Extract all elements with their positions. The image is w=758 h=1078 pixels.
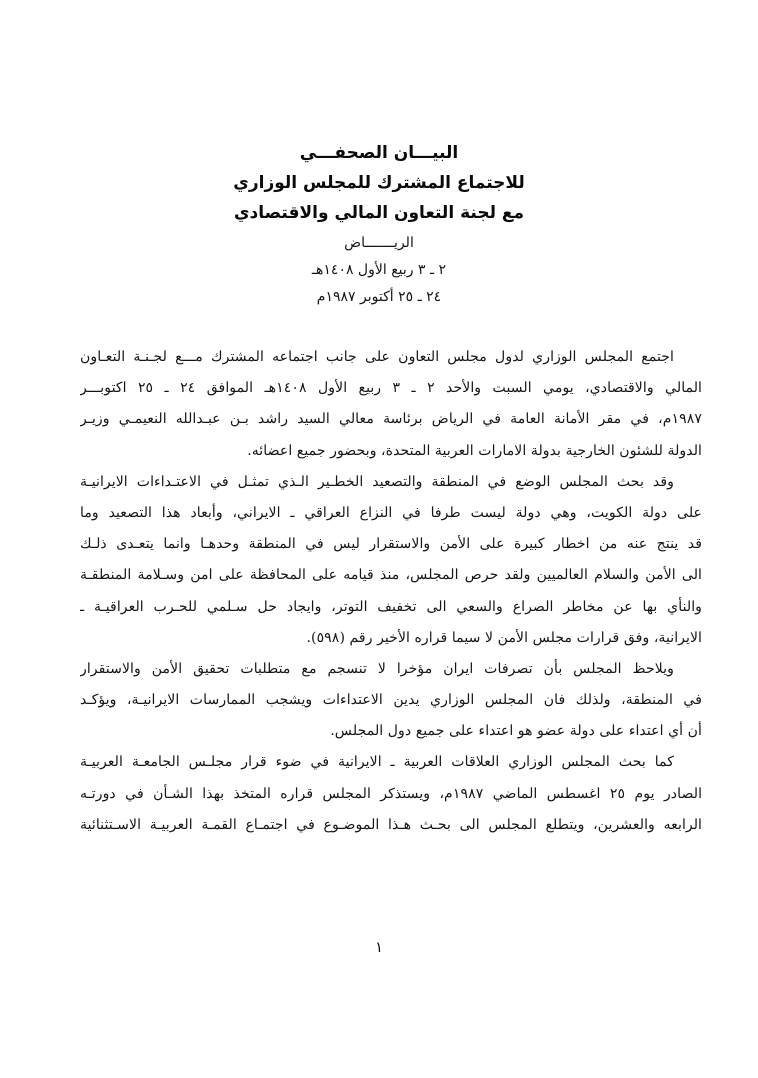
text-line: الى الأمن والسلام العالميين ولقد حرص المجلس، منذ قيامه على المحافظة على امن وسـلامة المنطقـة bbox=[80, 567, 702, 584]
title-line-press-statement: البيـــان الصحفـــي bbox=[299, 143, 459, 163]
paragraph-regional-situation bbox=[80, 467, 702, 654]
text-line: وقد بحث المجلس الوضع في المنطقة والتصعيد الخطـير الـذي تمثـل في الاعتـداءات الايرانيـة bbox=[80, 473, 674, 490]
location: الريـــــــاض bbox=[344, 235, 414, 251]
text-line: الدولة للشئون الخارجية بدولة الامارات العربية المتحدة، وبحضور جميع اعضائه. bbox=[247, 442, 702, 459]
paragraph-arab-iranian-relations bbox=[80, 747, 702, 841]
paragraph-iran-actions bbox=[80, 654, 702, 748]
text-line: الصادر يوم ٢٥ اغسطس الماضي ١٩٨٧م، ويستذكر المجلس قراره المتخذ بهذا الشـأن في دورتـه bbox=[80, 785, 702, 802]
text-line: الايرانية، وفق قرارات مجلس الأمن لا سيما قراره الأخير رقم (٥٩٨). bbox=[306, 629, 702, 646]
text-line: على دولة الكويت، وهي دولة ليست طرفا في النزاع العراقي ـ الايراني، وأبعاد هذا التصعيد وما bbox=[80, 504, 702, 521]
text-line: اجتمع المجلس الوزاري لدول مجلس التعاون على جانب اجتماعه المشترك مـــع لجـنـة التعـاون bbox=[80, 349, 674, 365]
hijri-date: ٢ ـ ٣ ربيع الأول ١٤٠٨هـ bbox=[311, 262, 447, 278]
text-line: في المنطقة، ولذلك فان المجلس الوزاري يدين الاعتداءات ويشجب الممارسات الايرانيـة، ويؤكـد bbox=[80, 692, 702, 709]
document-body bbox=[80, 342, 702, 841]
page-number: ١ bbox=[374, 938, 384, 956]
text-line: ١٩٨٧م، في مقر الأمانة العامة في الرياض برئاسة معالي السيد راشد بـن عبـدالله النعيمـي وزيـر bbox=[80, 411, 702, 428]
press-release-header bbox=[0, 138, 758, 311]
text-line: والنأي بها عن مخاطر الصراع والسعي الى تخفيف التوتر، وايجاد حل سـلمي للحـرب العراقيـة ـ bbox=[80, 598, 702, 615]
gregorian-date: ٢٤ ـ ٢٥ أكتوبر ١٩٨٧م bbox=[316, 289, 442, 305]
text-line: أن أي اعتداء على دولة عضو هو اعتداء على جميع دول المجلس. bbox=[330, 723, 702, 740]
paragraph-meeting-details bbox=[80, 342, 702, 467]
text-line: الرابعه والعشرين، ويتطلع المجلس الى بحـث هـذا الموضـوع في اجتمـاع القمـة العربيـة الاسـتثنائية bbox=[80, 816, 702, 833]
title-line-joint-meeting: للاجتماع المشترك للمجلس الوزاري bbox=[233, 173, 525, 193]
text-line: المالي والاقتصادي، يومي السبت والأحد ٢ ـ ٣ ربيع الأول ١٤٠٨هـ الموافق ٢٤ ـ ٢٥ اكتوبـــر bbox=[80, 380, 702, 397]
text-line: كما بحث المجلس الوزاري العلاقات العربية ـ الايرانية في ضوء قرار مجلـس الجامعـة العربيـة bbox=[80, 754, 674, 771]
text-line: ويلاحظ المجلس بأن تصرفات ايران مؤخرا لا تنسجم مع متطلبات تحقيق الأمن والاستقرار bbox=[80, 660, 674, 677]
text-line: قد ينتج عنه من اخطار كبيرة على الأمن والاستقرار ليس في المنطقة وحدهـا وانما يتعـدى ذلـك bbox=[80, 536, 702, 553]
title-line-committee: مع لجنة التعاون المالي والاقتصادي bbox=[233, 203, 525, 223]
